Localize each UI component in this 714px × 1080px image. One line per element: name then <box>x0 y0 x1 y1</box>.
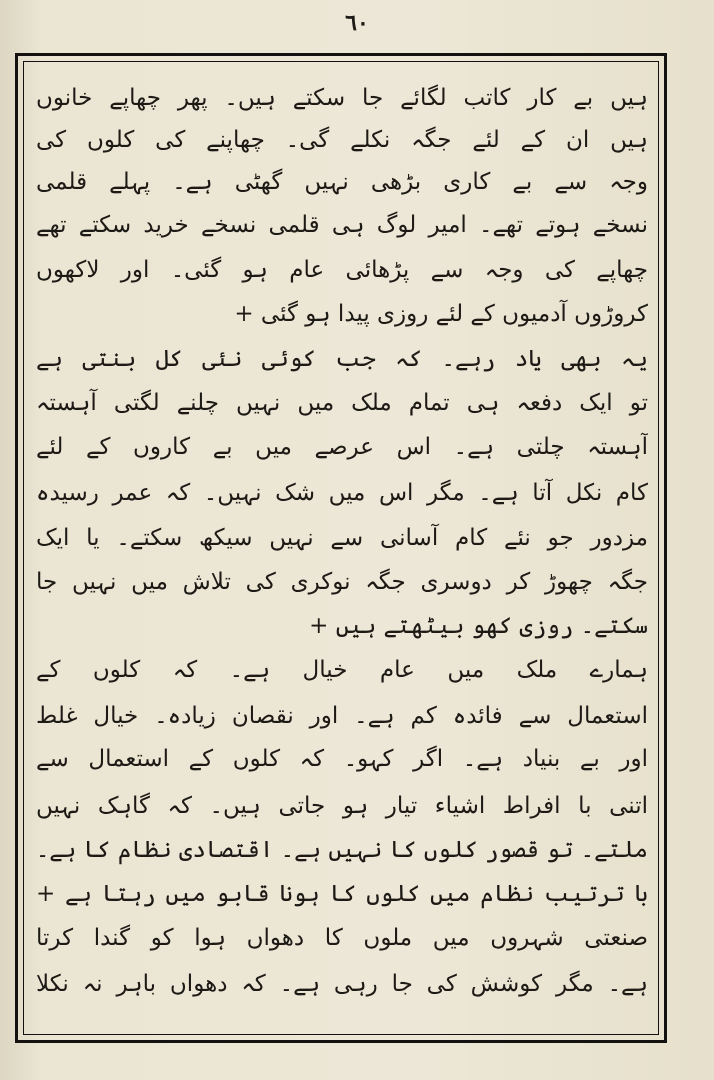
text-line: ہے۔ مگر کوشش کی جا رہی ہے۔ کہ دھواں باہر نہ نکلا <box>36 971 648 997</box>
text-line: آہستہ چلتی ہے۔ اس عرصے میں بے کاروں کے لئے <box>36 434 648 460</box>
text-line: اتنی با افراط اشیاء تیار ہو جاتی ہیں۔ کہ گاہک نہیں <box>36 793 648 819</box>
text-line: کام نکل آتا ہے۔ مگر اس میں شک نہیں۔ کہ عمر رسیدہ <box>36 480 648 506</box>
text-line: ملتے۔ تو قصور کلوں کا نہیں ہے۔ اقتصادی نظام کا ہے۔ <box>36 837 648 863</box>
text-line: با ترتیب نظام میں کلوں کا ہونا قابو میں رہتا ہے + <box>36 881 648 907</box>
text-line: ہمارے ملک میں عام خیال ہے۔ کہ کلوں کے <box>36 657 648 683</box>
text-line: جگہ چھوڑ کر دوسری جگہ نوکری کی تلاش میں نہیں جا <box>36 569 648 595</box>
text-line: کروڑوں آدمیوں کے لئے روزی پیدا ہو گئی + <box>234 301 648 327</box>
text-line: تو ایک دفعہ ہی تمام ملک میں نہیں چلنے لگتی آہستہ <box>36 390 648 416</box>
text-line: وجہ سے بے کاری بڑھی نہیں گھٹی ہے۔ پہلے قلمی <box>36 169 648 195</box>
text-line: مزدور جو نئے کام آسانی سے نہیں سیکھ سکتے۔ یا ایک <box>36 525 648 551</box>
text-line: سکتے۔ روزی کھو بیٹھتے ہیں + <box>309 613 648 639</box>
text-line: چھاپے کی وجہ سے پڑھائی عام ہو گئی۔ اور لاکھوں <box>36 257 648 283</box>
text-line: اور بے بنیاد ہے۔ اگر کہو۔ کہ کلوں کے استعمال سے <box>36 746 648 772</box>
text-line: صنعتی شہروں میں ملوں کا دھواں ہوا کو گندا کرتا <box>36 925 648 951</box>
text-line: یہ بھی یاد رہے۔ کہ جب کوئی نئی کل بنتی ہے <box>36 346 648 372</box>
text-line: ہیں بے کار کاتب لگائے جا سکتے ہیں۔ پھر چھاپے خانوں <box>36 85 648 111</box>
text-line: نسخے ہوتے تھے۔ امیر لوگ ہی قلمی نسخے خرید سکتے تھے <box>36 212 648 238</box>
page-number: ٦٠ <box>345 10 369 36</box>
urdu-text-block <box>36 74 648 1024</box>
text-line: ہیں ان کے لئے جگہ نکلے گی۔ چھاپنے کی کلوں کی <box>36 127 648 153</box>
text-line: استعمال سے فائدہ کم ہے۔ اور نقصان زیادہ۔ خیال غلط <box>36 703 648 729</box>
